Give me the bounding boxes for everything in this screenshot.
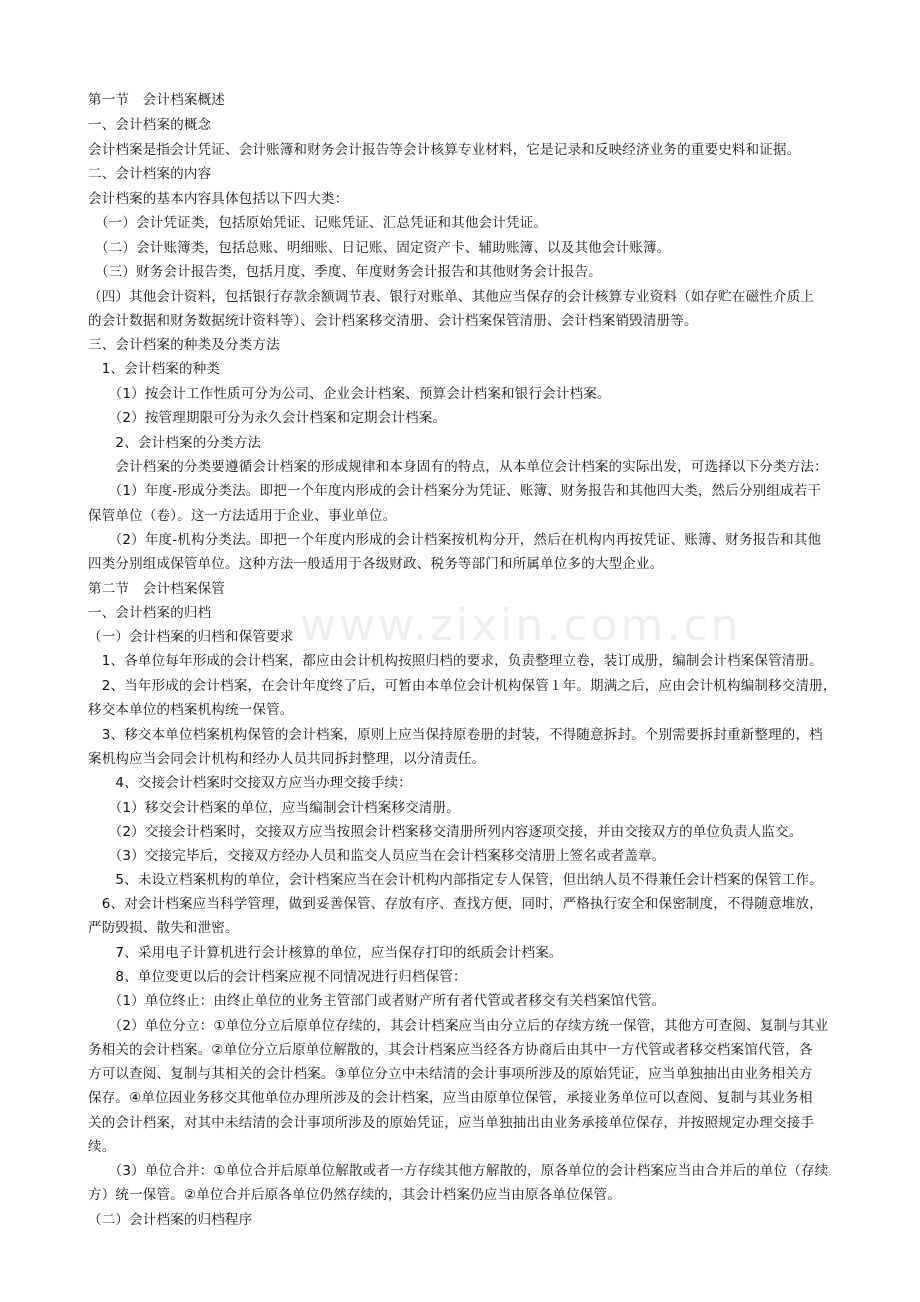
list-item: 续。 xyxy=(88,1139,116,1155)
list-item: 8、单位变更以后的会计档案应视不同情况进行归档保管： xyxy=(88,969,467,985)
heading: 一、会计档案的概念 xyxy=(88,117,212,133)
list-item: 四类分别组成保管单位。这种方法一般适用于各级财政、税务等部门和所属单位多的大型企业。 xyxy=(88,556,664,572)
list-item: 7、采用电子计算机进行会计核算的单位，应当保存打印的纸质会计档案。 xyxy=(88,945,563,961)
list-item: 案机构应当会同会计机构和经办人员共同拆封整理，以分清责任。 xyxy=(88,751,486,767)
list-item: 4、交接会计档案时交接双方应当办理交接手续： xyxy=(88,775,412,791)
heading: 二、会计档案的内容 xyxy=(88,166,212,182)
list-item: （1）按会计工作性质可分为公司、企业会计档案、预算会计档案和银行会计档案。 xyxy=(88,386,611,402)
list-item: 3、移交本单位档案机构保管的会计档案，原则上应当保持原卷册的封装，不得随意拆封。个别需要拆封重新整理的，档 xyxy=(88,727,823,743)
section-title: 第二节 会计档案保管 xyxy=(88,581,225,597)
list-item: 1、各单位每年形成的会计档案，都应由会计机构按照归档的要求，负责整理立卷，装订成册，编制会计档案保管清册。 xyxy=(88,653,823,669)
list-item: （2）年度-机构分类法。即把一个年度内形成的会计档案按机构分开，然后在机构内再按凭证、账簿、财务报告和其他 xyxy=(88,532,822,548)
list-item: 方）统一保管。②单位合并后原各单位仍然存续的，其会计档案仍应当由原各单位保管。 xyxy=(88,1187,621,1203)
list-item: （2）交接会计档案时，交接双方应当按照会计档案移交清册所列内容逐项交接，并由交接双方的单位负责人监交。 xyxy=(88,824,803,840)
subheading: 2、会计档案的分类方法 xyxy=(88,435,262,451)
heading: 一、会计档案的归档 xyxy=(88,605,212,621)
list-item: 关的会计档案，对其中未结清的会计事项所涉及的原始凭证，应当单独抽出由业务承接单位保存，并按照规定办理交接手 xyxy=(88,1115,815,1131)
list-item: 严防毁损、散失和泄密。 xyxy=(88,920,239,936)
list-item: 5、未设立档案机构的单位，会计档案应当在会计机构内部指定专人保管，但出纳人员不得兼任会计档案的保管工作。 xyxy=(88,872,823,888)
list-item: （1）移交会计档案的单位，应当编制会计档案移交清册。 xyxy=(88,800,460,816)
subheading: 1、会计档案的种类 xyxy=(88,361,221,377)
list-item: （四）其他会计资料，包括银行存款余额调节表、银行对账单、其他应当保存的会计核算专业资料（如存贮在磁性介质上 xyxy=(88,289,815,305)
paragraph-line: 会计档案的基本内容具体包括以下四大类： xyxy=(88,191,349,207)
list-item: 移交本单位的档案机构统一保管。 xyxy=(88,702,294,718)
list-item: （3）交接完毕后，交接双方经办人员和监交人员应当在会计档案移交清册上签名或者盖章。 xyxy=(88,848,666,864)
heading: 三、会计档案的种类及分类方法 xyxy=(88,337,280,353)
list-item: 方可以查阅、复制与其相关的会计档案。③单位分立中未结清的会计事项所涉及的原始凭证，应当单独抽出由业务相关方 xyxy=(88,1066,813,1082)
list-item: （1）单位终止：由终止单位的业务主管部门或者财产所有者代管或者移交有关档案馆代管。 xyxy=(88,993,666,1009)
list-item: 务相关的会计档案。②单位分立后原单位解散的，其会计档案应当经各方协商后由其中一方代管或者移交档案馆代管，各 xyxy=(88,1042,813,1058)
list-item: 保管单位（卷）。这一方法适用于企业、事业单位。 xyxy=(88,508,397,524)
list-item: （2）单位分立：①单位分立后原单位存续的，其会计档案应当由分立后的存续方统一保管，其他方可查阅、复制与其业 xyxy=(88,1018,829,1034)
list-item: 的会计数据和财务数据统计资料等）、会计档案移交清册、会计档案保管清册、会计档案销毁清册等。 xyxy=(88,313,698,329)
paragraph-line: 会计档案是指会计凭证、会计账簿和财务会计报告等会计核算专业材料，它是记录和反映经济业务的重要史料和证据。 xyxy=(88,142,801,158)
list-item: （三）财务会计报告类，包括月度、季度、年度财务会计报告和其他财务会计报告。 xyxy=(88,264,602,280)
list-item: 保存。④单位因业务移交其他单位办理所涉及的会计档案，应当由原单位保管，承接业务单位可以查阅、复制与其业务相 xyxy=(88,1090,813,1106)
section-title: 第一节 会计档案概述 xyxy=(88,92,225,108)
list-item: （一）会计凭证类，包括原始凭证、记账凭证、汇总凭证和其他会计凭证。 xyxy=(88,215,548,231)
list-item: 2、当年形成的会计档案，在会计年度终了后，可暂由本单位会计机构保管１年。期满之后，应由会计机构编制移交清册， xyxy=(88,678,837,694)
list-item: 6、对会计档案应当科学管理，做到妥善保管、存放有序、查找方便，同时，严格执行安全和保密制度，不得随意堆放， xyxy=(88,896,823,912)
list-item: （3）单位合并：①单位合并后原单位解散或者一方存续其他方解散的，原各单位的会计档案应当由合并后的单位（存续 xyxy=(88,1163,829,1179)
subheading: （二）会计档案的归档程序 xyxy=(88,1212,253,1228)
list-item: （1）年度-形成分类法。即把一个年度内形成的会计档案分为凭证、账簿、财务报告和其他四大类，然后分别组成若干 xyxy=(88,483,822,499)
subheading: （一）会计档案的归档和保管要求 xyxy=(88,629,294,645)
list-item: （2）按管理期限可分为永久会计档案和定期会计档案。 xyxy=(88,410,447,426)
paragraph-line: 会计档案的分类要遵循会计档案的形成规律和本身固有的特点，从本单位会计档案的实际出发，可选择以下分类方法： xyxy=(88,459,828,475)
list-item: （二）会计账簿类，包括总账、明细账、日记账、固定资产卡、辅助账簿、以及其他会计账簿。 xyxy=(88,240,671,256)
watermark: www.zixin.com.cn xyxy=(300,600,742,651)
